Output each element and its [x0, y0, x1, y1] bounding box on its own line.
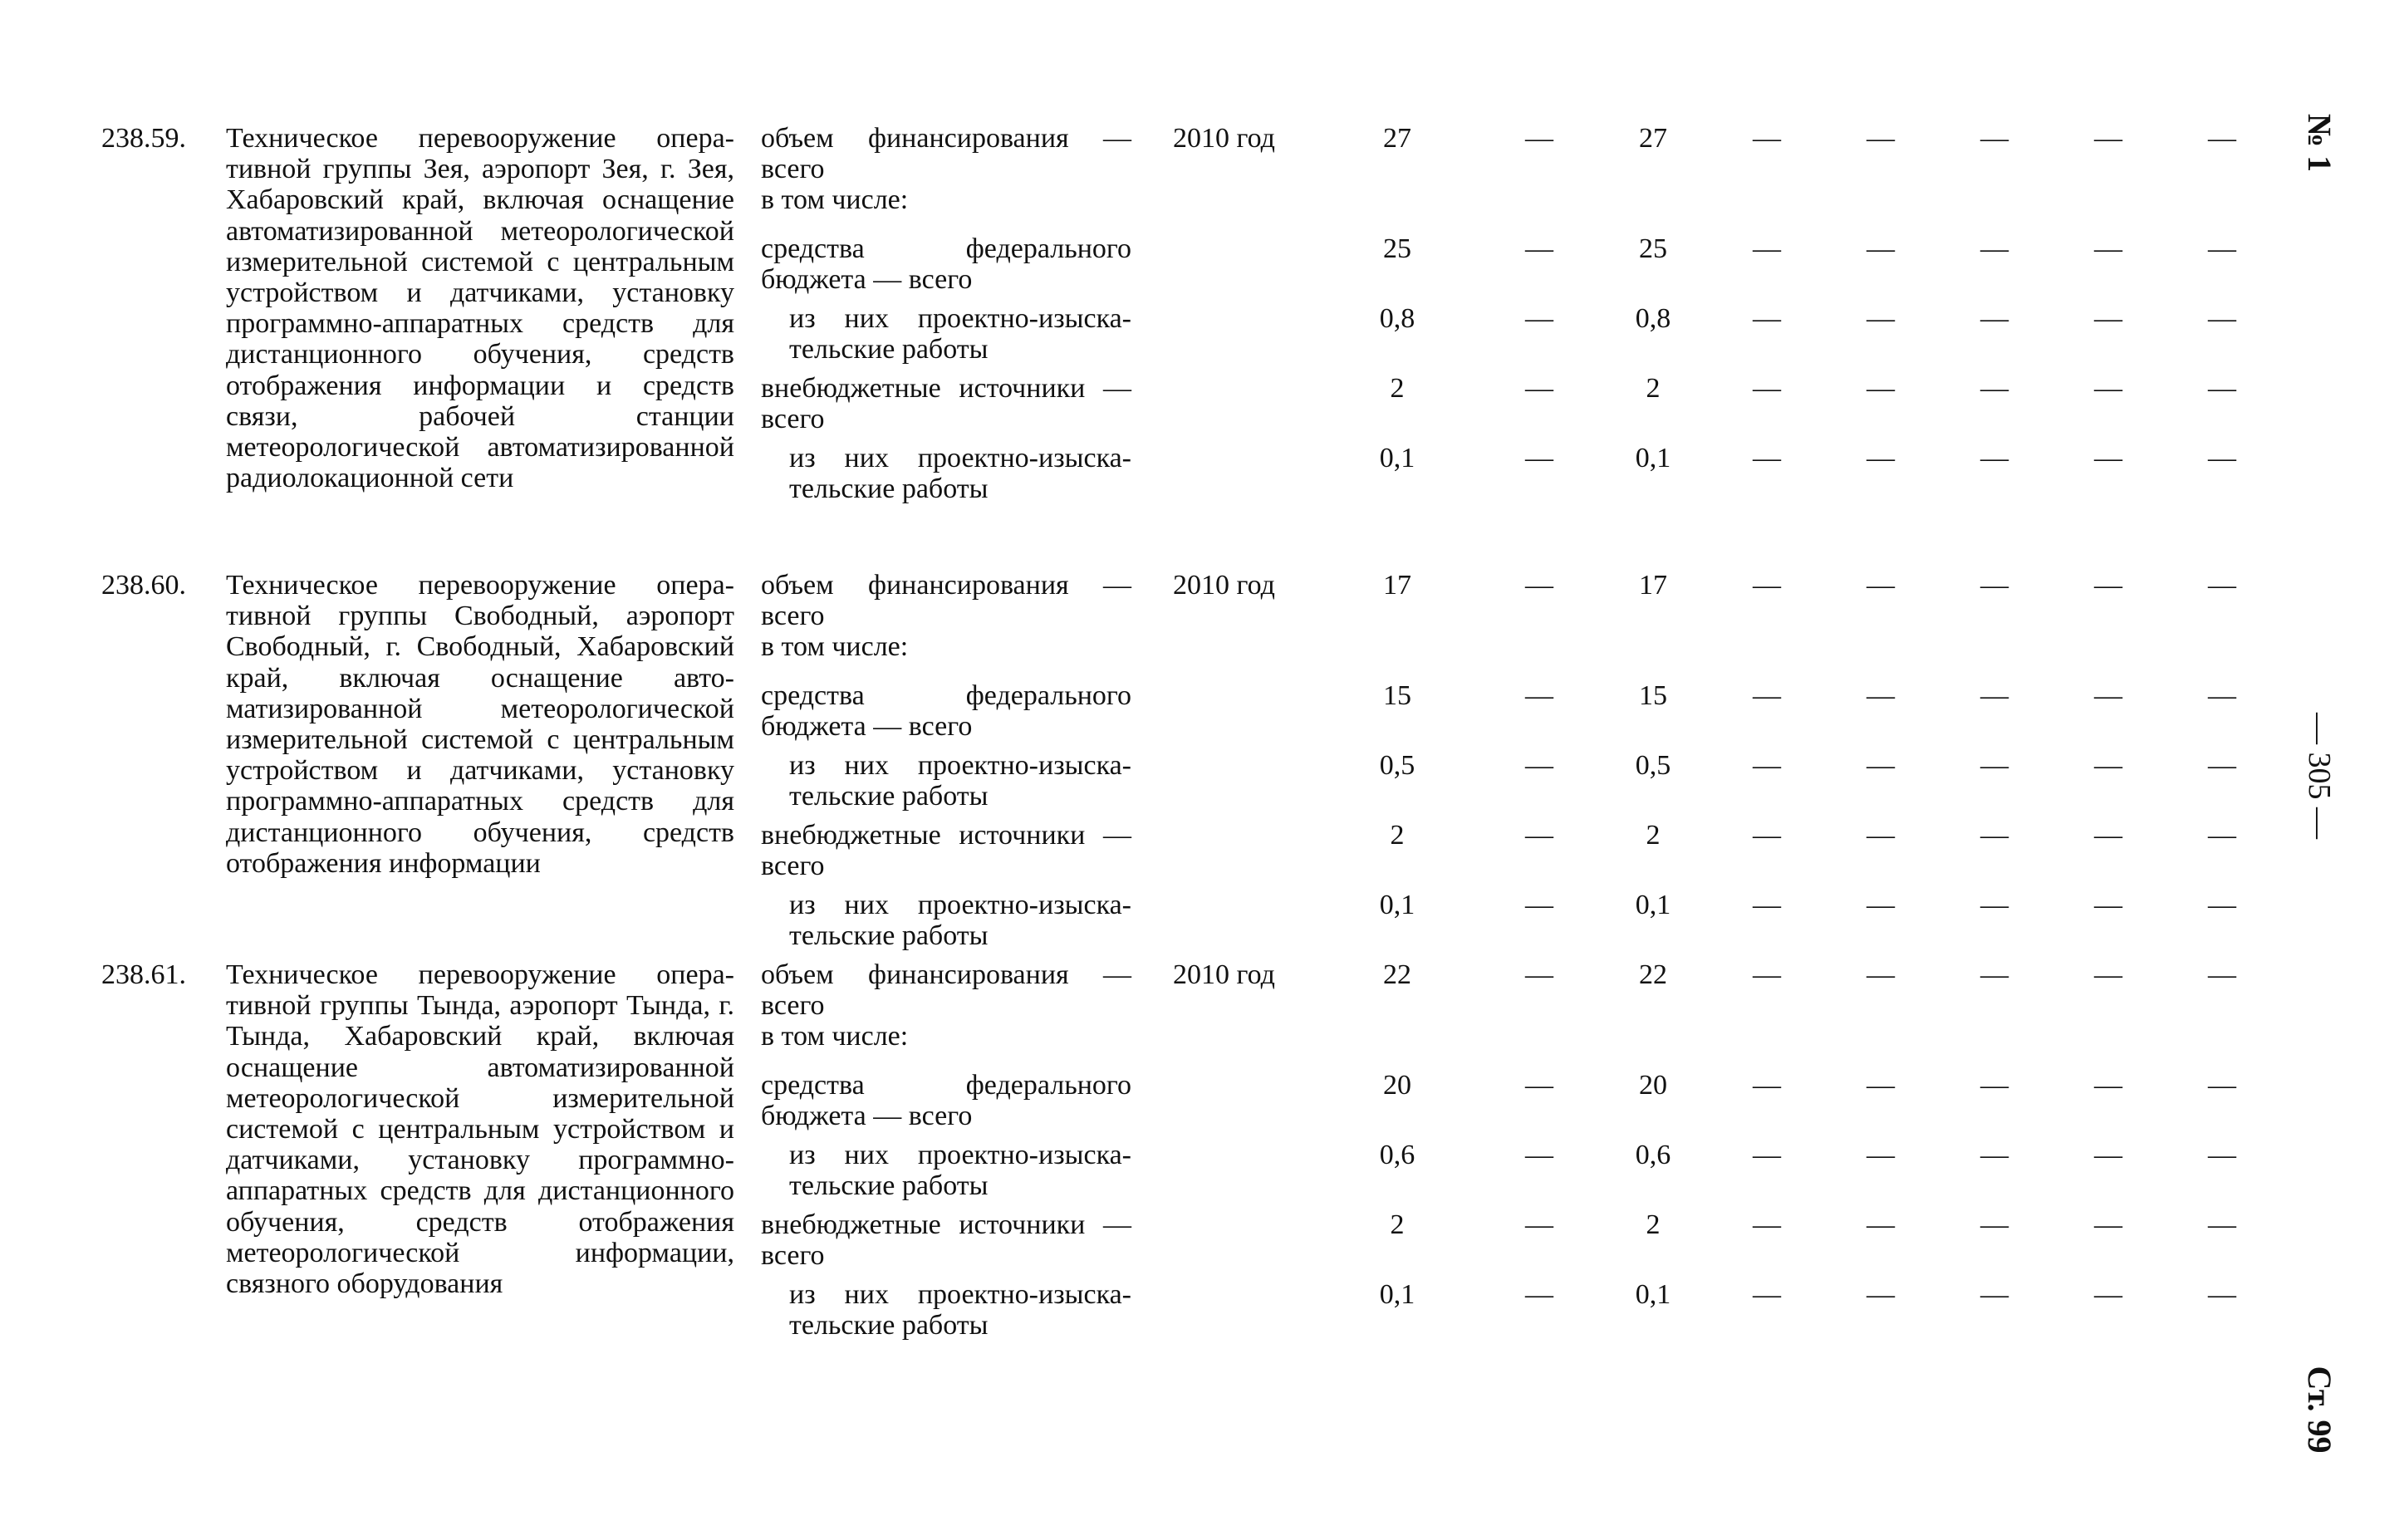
- entry-number: 238.60.: [101, 570, 186, 601]
- row-label: объем финансирования — всего: [761, 570, 1131, 631]
- row-label: внебюджетные источники — всего: [761, 820, 1131, 881]
- table-cell: —: [1525, 303, 1553, 334]
- table-cell: —: [1753, 1209, 1781, 1240]
- table-cell: —: [1525, 570, 1553, 601]
- table-cell: 20: [1639, 1070, 1667, 1101]
- table-cell: —: [1867, 123, 1895, 154]
- table-cell: —: [2208, 1209, 2236, 1240]
- row-label: средства федерального бюджета — всего: [761, 680, 1131, 742]
- table-cell: —: [1980, 890, 2009, 920]
- table-row: [0, 1070, 2404, 1136]
- table-cell: 2: [1390, 820, 1405, 851]
- table-cell: —: [1525, 1070, 1553, 1101]
- table-cell: —: [1867, 680, 1895, 711]
- table-cell: —: [1753, 123, 1781, 154]
- row-year: 2010 год: [1173, 959, 1275, 990]
- table-row: [0, 1279, 2404, 1346]
- table-cell: —: [1867, 233, 1895, 264]
- entry-description: Техническое перевооружение оперативной группы Тында, аэропорт Тында, г. Тында, Хабаровский край, включая оснащение автоматизированной метеорологической измерительной системой с центральным устройством и датчиками, установку программно-аппаратных средств для дистанционного обучения, средств отображения метеорологической информации, связного оборудования: [226, 959, 734, 1300]
- table-cell: —: [1867, 750, 1895, 781]
- table-row: [0, 1140, 2404, 1206]
- table-cell: —: [2208, 373, 2236, 404]
- table-row: [0, 570, 2404, 636]
- table-cell: —: [2208, 959, 2236, 990]
- table-cell: —: [1525, 1209, 1553, 1240]
- table-cell: —: [1753, 890, 1781, 920]
- table-cell: —: [1867, 1279, 1895, 1310]
- table-cell: 22: [1383, 959, 1411, 990]
- table-cell: 25: [1639, 233, 1667, 264]
- side-page-number: — 305 —: [2302, 713, 2337, 839]
- table-cell: 17: [1383, 570, 1411, 601]
- row-year: 2010 год: [1173, 570, 1275, 601]
- table-cell: —: [1753, 1140, 1781, 1170]
- table-cell: 0,8: [1635, 303, 1671, 334]
- table-cell: 0,1: [1635, 443, 1671, 473]
- table-cell: —: [1753, 1070, 1781, 1101]
- table-row: [0, 1209, 2404, 1276]
- table-row: [0, 373, 2404, 439]
- table-cell: 2: [1646, 1209, 1661, 1240]
- table-cell: —: [1980, 959, 2009, 990]
- table-cell: 27: [1639, 123, 1667, 154]
- table-cell: —: [2208, 1279, 2236, 1310]
- table-cell: 2: [1390, 373, 1405, 404]
- row-label: средства федерального бюджета — всего: [761, 233, 1131, 295]
- table-cell: —: [1867, 570, 1895, 601]
- table-cell: —: [1753, 750, 1781, 781]
- table-cell: —: [1753, 570, 1781, 601]
- table-cell: —: [2208, 680, 2236, 711]
- table-cell: 0,1: [1635, 890, 1671, 920]
- table-cell: —: [1980, 1209, 2009, 1240]
- table-cell: —: [2094, 1209, 2122, 1240]
- row-year: 2010 год: [1173, 123, 1275, 154]
- entry-description: Техническое перевооружение оперативной группы Зея, аэропорт Зея, г. Зея, Хабаровский край, включая оснащение автоматизированной метеорологической измерительной системой с центральным устройством и датчиками, установку программно-аппаратных средств для дистанционного обучения, средств отображения информации и средств связи, рабочей станции метеорологической автоматизированной радиолокационной сети: [226, 123, 734, 494]
- table-cell: —: [1980, 1140, 2009, 1170]
- table-cell: —: [1525, 1279, 1553, 1310]
- side-issue-number: № 1: [2301, 113, 2338, 173]
- side-article-number: Ст. 99: [2301, 1366, 2338, 1454]
- table-cell: —: [1980, 373, 2009, 404]
- table-cell: 0,6: [1635, 1140, 1671, 1170]
- table-cell: —: [1980, 680, 2009, 711]
- table-cell: —: [1753, 959, 1781, 990]
- table-cell: —: [1980, 1070, 2009, 1101]
- row-label: из них проектно-изыскательские работы: [789, 890, 1131, 951]
- table-row: [0, 123, 2404, 189]
- table-cell: —: [1525, 959, 1553, 990]
- table-cell: —: [2094, 1070, 2122, 1101]
- table-row: [0, 443, 2404, 509]
- row-label: из них проектно-изыскательские работы: [789, 750, 1131, 812]
- row-label: объем финансирования — всего: [761, 123, 1131, 184]
- table-row: [0, 820, 2404, 886]
- entry-number: 238.61.: [101, 959, 186, 990]
- table-cell: —: [1980, 1279, 2009, 1310]
- table-cell: 15: [1639, 680, 1667, 711]
- table-cell: 15: [1383, 680, 1411, 711]
- table-cell: —: [2208, 890, 2236, 920]
- table-cell: 0,1: [1379, 1279, 1415, 1310]
- table-cell: —: [1525, 820, 1553, 851]
- table-cell: —: [2208, 1070, 2236, 1101]
- table-cell: —: [1753, 233, 1781, 264]
- table-cell: —: [1980, 233, 2009, 264]
- table-cell: —: [2208, 570, 2236, 601]
- table-cell: —: [1525, 680, 1553, 711]
- table-cell: —: [1867, 1140, 1895, 1170]
- table-cell: —: [1525, 750, 1553, 781]
- table-cell: 0,1: [1379, 890, 1415, 920]
- table-cell: —: [2094, 820, 2122, 851]
- table-cell: 0,6: [1379, 1140, 1415, 1170]
- table-cell: —: [1525, 890, 1553, 920]
- table-row: [0, 750, 2404, 817]
- row-label: внебюджетные источники — всего: [761, 373, 1131, 434]
- table-row: [0, 680, 2404, 747]
- table-cell: 2: [1390, 1209, 1405, 1240]
- table-cell: —: [2094, 959, 2122, 990]
- row-label-including: в том числе:: [761, 1021, 909, 1052]
- table-cell: —: [1867, 443, 1895, 473]
- table-cell: —: [2094, 1279, 2122, 1310]
- table-cell: —: [2094, 750, 2122, 781]
- table-cell: —: [2208, 303, 2236, 334]
- table-cell: —: [1980, 443, 2009, 473]
- table-cell: —: [1980, 820, 2009, 851]
- table-cell: 17: [1639, 570, 1667, 601]
- table-cell: —: [1753, 680, 1781, 711]
- table-cell: —: [2208, 820, 2236, 851]
- table-cell: —: [1980, 750, 2009, 781]
- row-label: из них проектно-изыскательские работы: [789, 443, 1131, 504]
- table-cell: —: [1867, 890, 1895, 920]
- table-cell: —: [1980, 570, 2009, 601]
- table-cell: 0,5: [1635, 750, 1671, 781]
- table-cell: 20: [1383, 1070, 1411, 1101]
- table-cell: —: [2094, 570, 2122, 601]
- table-cell: —: [1867, 303, 1895, 334]
- entry-number: 238.59.: [101, 123, 186, 154]
- table-cell: 2: [1646, 373, 1661, 404]
- table-cell: —: [1867, 959, 1895, 990]
- table-cell: 0,5: [1379, 750, 1415, 781]
- table-cell: —: [1525, 443, 1553, 473]
- table-cell: 0,1: [1379, 443, 1415, 473]
- table-cell: 0,1: [1635, 1279, 1671, 1310]
- table-cell: —: [1867, 373, 1895, 404]
- table-cell: 27: [1383, 123, 1411, 154]
- table-cell: —: [1525, 123, 1553, 154]
- table-cell: —: [1525, 373, 1553, 404]
- table-row: [0, 303, 2404, 370]
- table-cell: 0,8: [1379, 303, 1415, 334]
- table-cell: 2: [1646, 820, 1661, 851]
- row-label: средства федерального бюджета — всего: [761, 1070, 1131, 1131]
- entry-description: Техническое перевооружение оперативной группы Свободный, аэропорт Свободный, г. Свободный, Хабаровский край, включая оснащение автоматизированной метеорологической измерительной системой с центральным устройством и датчиками, установку программно-аппаратных средств для дистанционного обучения, средств отображения информации: [226, 570, 734, 879]
- table-cell: —: [2094, 443, 2122, 473]
- table-cell: —: [1753, 443, 1781, 473]
- row-label-including: в том числе:: [761, 184, 909, 215]
- table-cell: —: [1753, 303, 1781, 334]
- table-cell: —: [1980, 123, 2009, 154]
- row-label: объем финансирования — всего: [761, 959, 1131, 1021]
- table-cell: —: [1867, 820, 1895, 851]
- table-cell: —: [2094, 373, 2122, 404]
- table-cell: —: [2208, 1140, 2236, 1170]
- table-cell: —: [1753, 820, 1781, 851]
- table-cell: —: [1525, 1140, 1553, 1170]
- table-cell: —: [2094, 1140, 2122, 1170]
- table-cell: 22: [1639, 959, 1667, 990]
- row-label-including: в том числе:: [761, 631, 909, 662]
- table-cell: —: [2094, 890, 2122, 920]
- row-label: из них проектно-изыскательские работы: [789, 1140, 1131, 1201]
- table-cell: 25: [1383, 233, 1411, 264]
- row-label: внебюджетные источники — всего: [761, 1209, 1131, 1271]
- table-cell: —: [2094, 123, 2122, 154]
- table-cell: —: [1980, 303, 2009, 334]
- table-cell: —: [2208, 233, 2236, 264]
- table-cell: —: [2094, 680, 2122, 711]
- table-row: [0, 233, 2404, 300]
- table-row: [0, 959, 2404, 1026]
- table-cell: —: [1753, 1279, 1781, 1310]
- table-cell: —: [1525, 233, 1553, 264]
- table-cell: —: [2208, 443, 2236, 473]
- table-cell: —: [1867, 1070, 1895, 1101]
- row-label: из них проектно-изыскательские работы: [789, 1279, 1131, 1341]
- table-cell: —: [1867, 1209, 1895, 1240]
- table-row: [0, 890, 2404, 956]
- table-cell: —: [2208, 123, 2236, 154]
- table-cell: —: [2094, 233, 2122, 264]
- table-cell: —: [2208, 750, 2236, 781]
- row-label: из них проектно-изыскательские работы: [789, 303, 1131, 365]
- table-cell: —: [1753, 373, 1781, 404]
- table-cell: —: [2094, 303, 2122, 334]
